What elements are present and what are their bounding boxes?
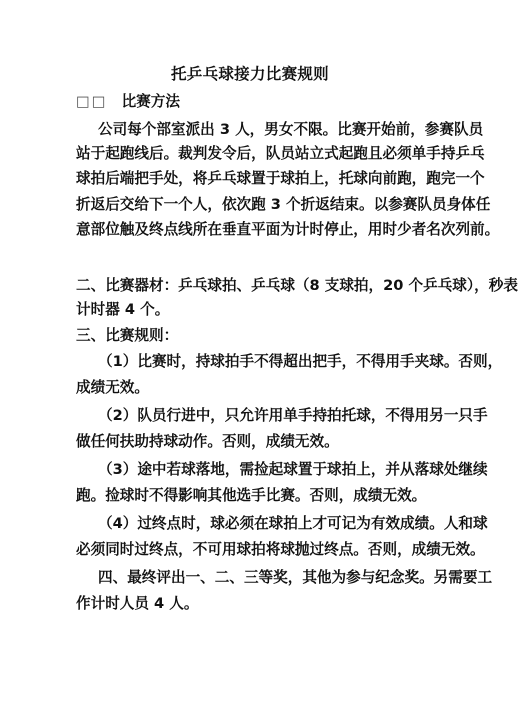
paragraph-1-line-2: 站于起跑线后。裁判发令后，队员站立式起跑且必须单手持乒乓 bbox=[76, 145, 485, 162]
section-3-heading: 三、比赛规则： bbox=[76, 327, 179, 344]
document-title: 托乒乓球接力比赛规则 bbox=[170, 65, 329, 83]
paragraph-1-line-3: 球拍后端把手处，将乒乓球置于球拍上，托球向前跑，跑完一个 bbox=[76, 170, 485, 187]
section-1-marker: □□ bbox=[76, 93, 108, 110]
rule-1-line-1: （1）比赛时，持球拍手不得超出把手，不得用手夹球。否则， bbox=[98, 353, 503, 370]
section-4-line-2: 作计时人员 4 人。 bbox=[76, 595, 199, 612]
paragraph-1-line-4: 折返后交给下一个人，依次跑 3 个折返结束。以参赛队员身体任 bbox=[76, 196, 491, 213]
rule-2-line-2: 做任何扶助持球动作。否则，成绩无效。 bbox=[76, 433, 339, 450]
rule-1-line-2: 成绩无效。 bbox=[76, 379, 149, 396]
section-4-line-1: 四、最终评出一、二、三等奖，其他为参与纪念奖。另需要工 bbox=[98, 569, 493, 586]
section-1-heading-row bbox=[76, 92, 180, 112]
rule-4-line-1: （4）过终点时，球必须在球拍上才可记为有效成绩。人和球 bbox=[98, 515, 488, 532]
rule-2-line-1: （2）队员行进中，只允许用单手持拍托球，不得用另一只手 bbox=[98, 407, 488, 424]
section-1-heading: 比赛方法 bbox=[121, 93, 180, 110]
rule-3-line-2: 跑。捡球时不得影响其他选手比赛。否则，成绩无效。 bbox=[76, 487, 427, 504]
rule-3-line-1: （3）途中若球落地，需捡起球置于球拍上，并从落球处继续 bbox=[98, 461, 488, 478]
section-2-line-1: 二、比赛器材：乒乓球拍、乒乓球（8 支球拍，20 个乒乓球），秒表 bbox=[76, 277, 518, 294]
section-2-line-2: 计时器 4 个。 bbox=[76, 301, 170, 318]
rule-4-line-2: 必须同时过终点，不可用球拍将球抛过终点。否则，成绩无效。 bbox=[76, 541, 485, 558]
paragraph-1-line-5: 意部位触及终点线所在垂直平面为计时停止，用时少者名次列前。 bbox=[76, 221, 500, 238]
paragraph-1-line-1: 公司每个部室派出 3 人，男女不限。比赛开始前，参赛队员 bbox=[98, 121, 484, 138]
